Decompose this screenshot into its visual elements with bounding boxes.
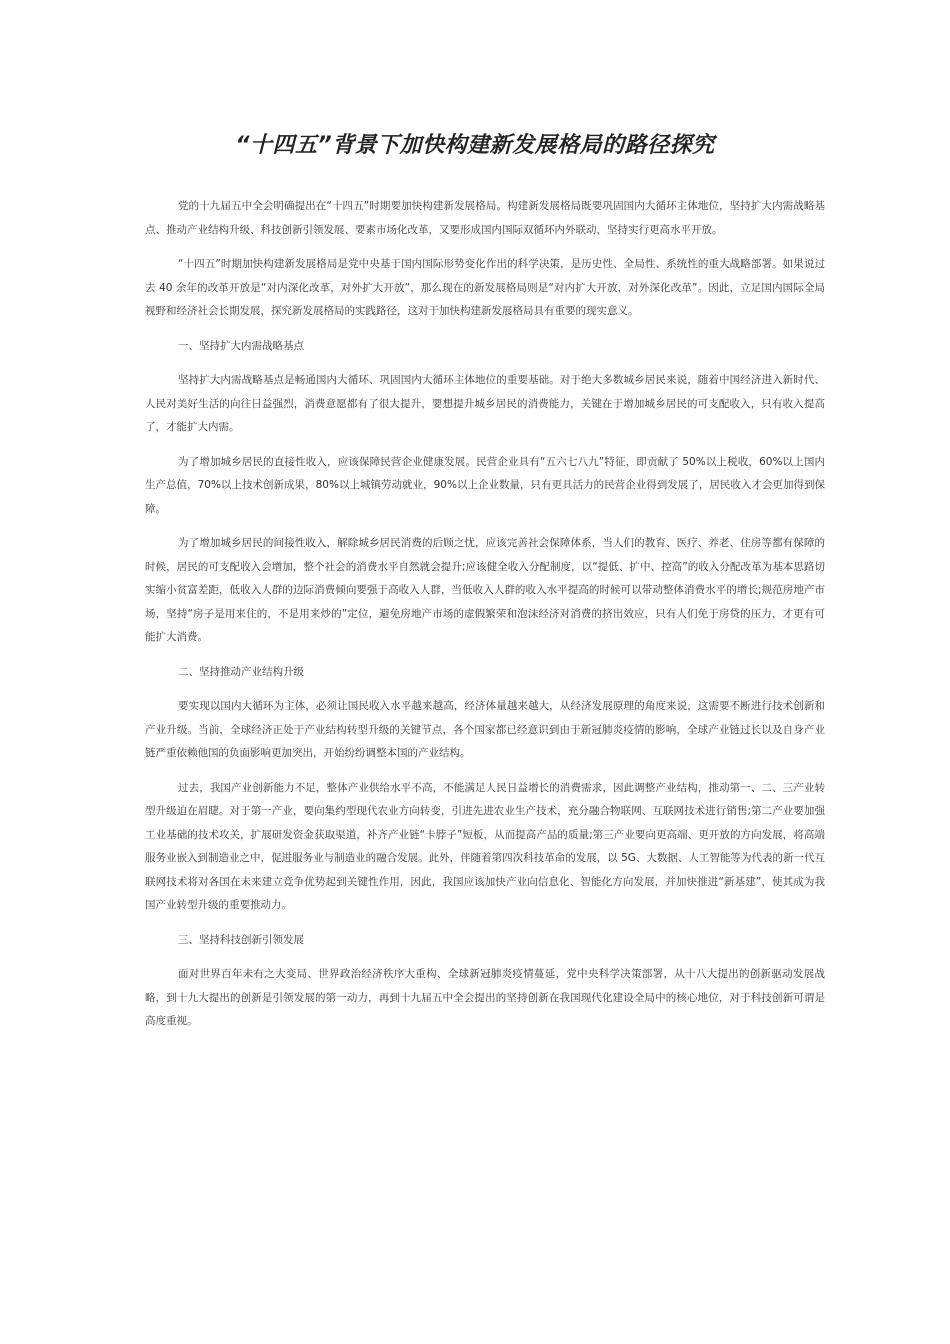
- paragraph: 面对世界百年未有之大变局、世界政治经济秩序大重构、全球新冠肺炎疫情蔓延，党中央科学决策部署，从十八大提出的创新驱动发展战略，到十九大提出的创新是引领发展的第一动力，再到十九届五中全会提出的坚持创新在我国现代化建设全局中的核心地位，对于科技创新可谓是高度重视。: [145, 968, 825, 1027]
- paragraph: 党的十九届五中全会明确提出在“十四五”时期要加快构建新发展格局。构建新发展格局既要巩固国内大循环主体地位，坚持扩大内需战略基点、推动产业结构升级、科技创新引领发展、要素市场化改革，又要形成国内国际双循环内外联动，坚持实行更高水平开放。: [145, 200, 825, 236]
- section-heading: 三、坚持科技创新引领发展: [178, 933, 304, 946]
- document-body: [145, 195, 825, 1045]
- paragraph: 要实现以国内大循环为主体，必须让国民收入水平越来越高，经济体量越来越大，从经济发展原理的角度来说，这需要不断进行技术创新和产业升级。当前，全球经济正处于产业结构转型升级的关键节点，各个国家都已经意识到由于新冠肺炎疫情的影响，全球产业链过长以及自身产业链严重依赖他国的负面影响更加突出，开始纷纷调整本国的产业结构。: [145, 700, 825, 759]
- document-title: “十四五”背景下加快构建新发展格局的路径探究: [235, 133, 715, 158]
- paragraph: 坚持扩大内需战略基点是畅通国内大循环、巩固国内大循环主体地位的重要基础。对于绝大多数城乡居民来说，随着中国经济进入新时代、人民对美好生活的向往日益强烈，消费意愿都有了很大提升，要想提升城乡居民的消费能力，关键在于增加城乡居民的可支配收入，只有收入提高了，才能扩大内需。: [145, 374, 825, 433]
- paragraph: 为了增加城乡居民的直接性收入，应该保障民营企业健康发展。民营企业具有“五六七八九”特征，即贡献了 50%以上税收，60%以上国内生产总值，70%以上技术创新成果，80%以上城镇劳动就业，90%以上企业数量，只有更具活力的民营企业得到发展了，居民收入才会更加得到保障。: [145, 455, 825, 515]
- paragraph: 过去，我国产业创新能力不足，整体产业供给水平不高，不能满足人民日益增长的消费需求，因此调整产业结构，推动第一、二、三产业转型升级迫在眉睫。对于第一产业，要向集约型现代农业方向转变，引进先进农业生产技术，充分融合物联网、互联网技术进行销售;第二产业要加强工业基础的技术攻关，扩展研发资金获取渠道，补齐产业链“卡脖子”短板，从而提高产品的质量;第三产业要向更高端、更开放的方向发展，将高端服务业嵌入到制造业之中，促进服务业与制造业的融合发展。此外，伴随着第四次科技革命的发展，以 5G、大数据、人工智能等为代表的新一代互联网技术将对各国在未来建立竞争优势起到关键性作用，因此，我国应该加快产业向信息化、智能化方向发展，并加快推进“新基建”，使其成为我国产业转型升级的重要推动力。: [145, 781, 825, 911]
- section-heading: 二、坚持推动产业结构升级: [178, 665, 304, 678]
- paragraph: 为了增加城乡居民的间接性收入，解除城乡居民消费的后顾之忧，应该完善社会保障体系，当人们的教育、医疗、养老、住房等都有保障的时候，居民的可支配收入会增加，整个社会的消费水平自然就会提升;应该健全收入分配制度，以“提低、扩中、控高”的收入分配改革为基本思路切实缩小贫富差距，低收入人群的边际消费倾向要强于高收入人群，当低收入人群的收入水平提高的时候可以带动整体消费水平的增长;规范房地产市场，坚持“房子是用来住的，不是用来炒的”定位，避免房地产市场的虚假繁荣和泡沫经济对消费的挤出效应，只有人们免于房贷的压力，才更有可能扩大消费。: [145, 537, 825, 643]
- paragraph: “十四五”时期加快构建新发展格局是党中央基于国内国际形势变化作出的科学决策，是历史性、全局性、系统性的重大战略部署。如果说过去 40 余年的改革开放是“对内深化改革，对外扩大开放”，那么现在的新发展格局则是“对内扩大开放，对外深化改革”。因此，立足国内国际全局视野和经济社会长期发展，探究新发展格局的实践路径，这对于加快构建新发展格局具有重要的现实意义。: [145, 258, 825, 317]
- section-heading: 一、坚持扩大内需战略基点: [178, 339, 304, 352]
